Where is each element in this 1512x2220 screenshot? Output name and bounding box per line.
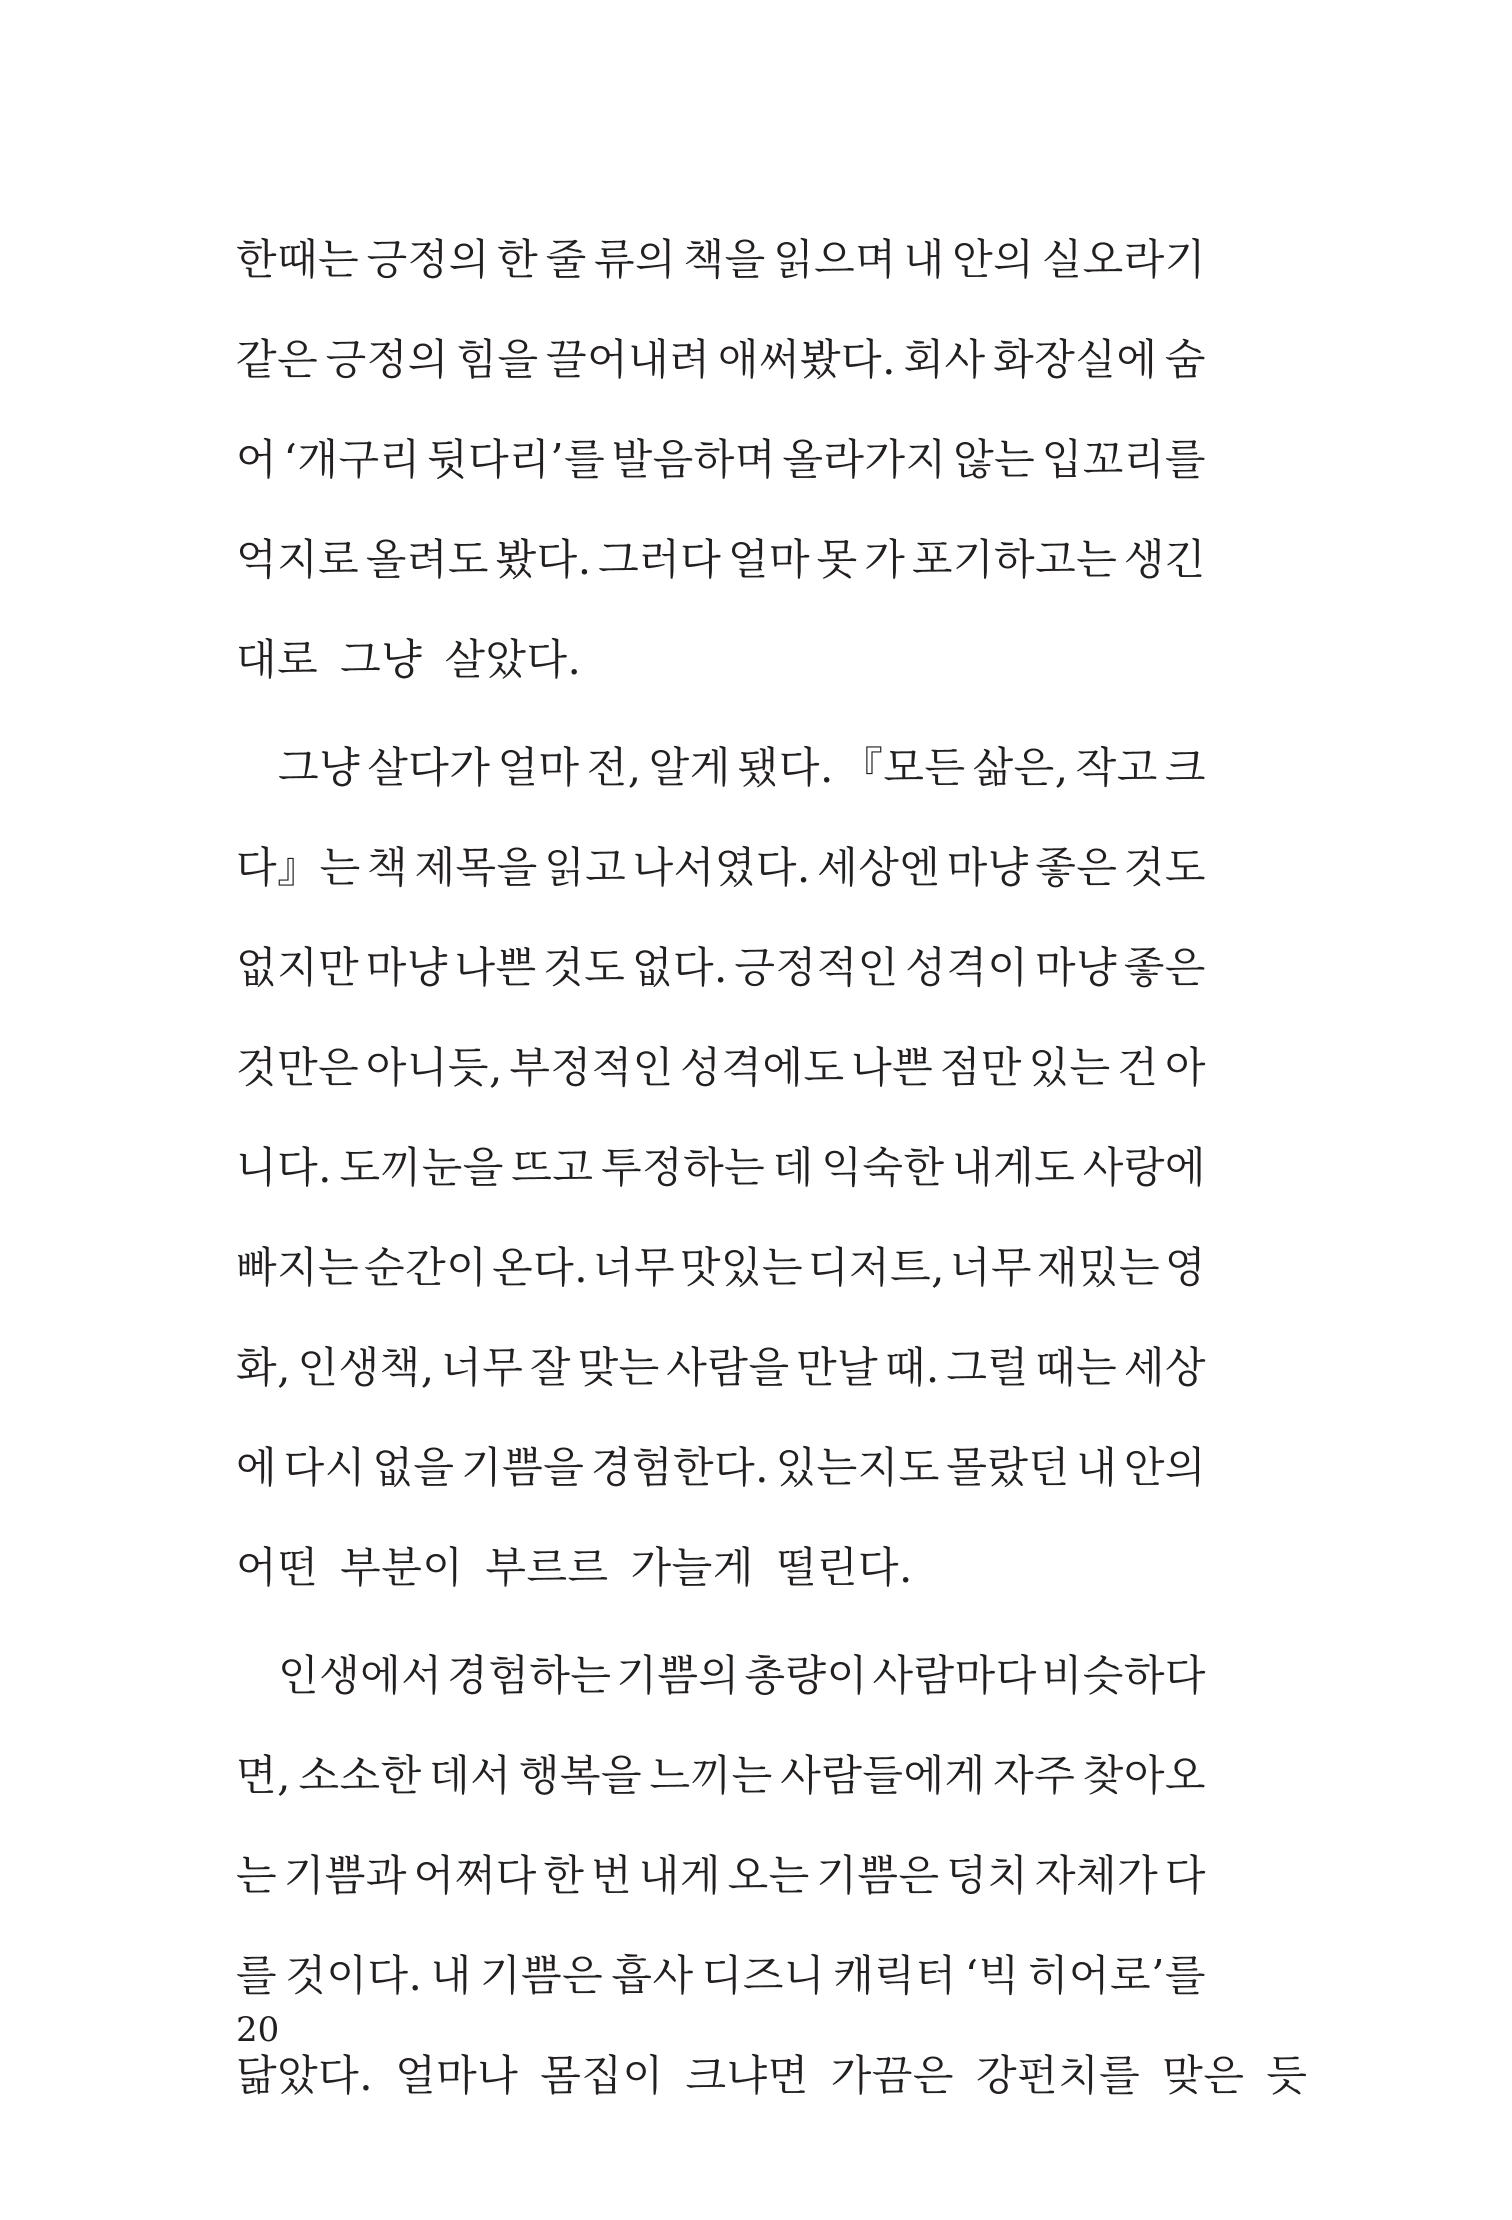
text-line: 를 것이다. 내 기쁨은 흡사 디즈니 캐릭터 ‘빅 히어로’를 [236,1951,1206,2000]
text-line: 인생에서 경험하는 기쁨의 총량이 사람마다 비슷하다 [278,1651,1206,1700]
text-line: 그냥 살다가 얼마 전, 알게 됐다. 『모든 삶은, 작고 크 [278,743,1206,792]
paragraph [236,1636,1308,2136]
text-line: 다』는 책 제목을 읽고 나서였다. 세상엔 마냥 좋은 것도 [236,843,1206,892]
text-line: 같은 긍정의 힘을 끌어내려 애써봤다. 회사 화장실에 숨 [236,335,1206,384]
text-line: 면, 소소한 데서 행복을 느끼는 사람들에게 자주 찾아오 [236,1751,1206,1800]
text-line: 빠지는 순간이 온다. 너무 맛있는 디저트, 너무 재밌는 영 [236,1243,1206,1292]
text-line: 화, 인생책, 너무 잘 맞는 사람을 만날 때. 그럴 때는 세상 [236,1343,1206,1392]
body-text [236,220,1308,2144]
page-number: 20 [236,2010,280,2050]
text-line: 닮았다. 얼마나 몸집이 크냐면 가끔은 강펀치를 맞은 듯 [236,2051,1308,2100]
paragraph [236,220,1206,720]
text-line: 없지만 마냥 나쁜 것도 없다. 긍정적인 성격이 마냥 좋은 [236,943,1206,992]
text-line: 한때는 긍정의 한 줄 류의 책을 읽으며 내 안의 실오라기 [236,235,1206,284]
text-line: 억지로 올려도 봤다. 그러다 얼마 못 가 포기하고는 생긴 [236,535,1206,584]
text-line: 대로 그냥 살았다. [236,635,582,684]
text-line: 것만은 아니듯, 부정적인 성격에도 나쁜 점만 있는 건 아 [236,1043,1206,1092]
text-line: 에 다시 없을 기쁨을 경험한다. 있는지도 몰랐던 내 안의 [236,1443,1206,1492]
text-line: 니다. 도끼눈을 뜨고 투정하는 데 익숙한 내게도 사랑에 [236,1143,1206,1192]
text-line: 어 ‘개구리 뒷다리’를 발음하며 올라가지 않는 입꼬리를 [236,435,1206,484]
paragraph [236,728,1206,1628]
text-line: 어떤 부분이 부르르 가늘게 떨린다. [236,1543,913,1592]
text-line: 는 기쁨과 어쩌다 한 번 내게 오는 기쁨은 덩치 자체가 다 [236,1851,1206,1900]
